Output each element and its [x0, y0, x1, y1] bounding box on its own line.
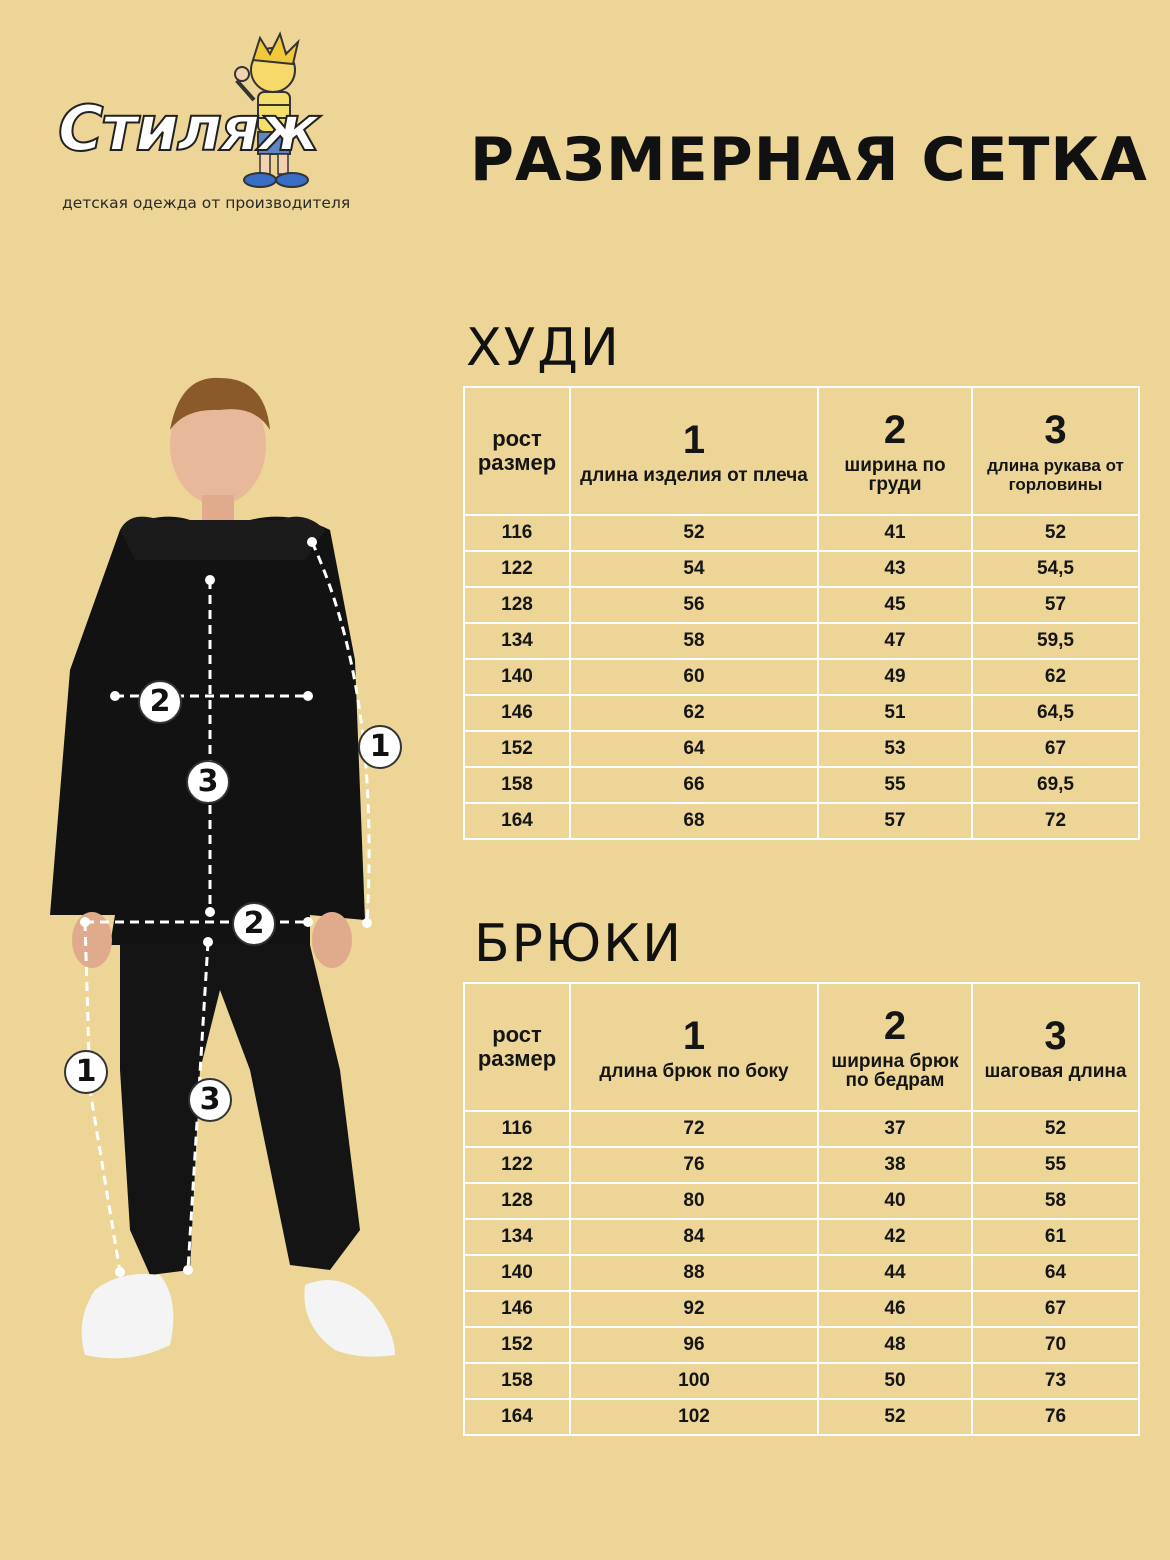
measure-cell: 80 [570, 1183, 818, 1219]
marker-1-side-length: 1 [64, 1050, 108, 1094]
table-row [464, 803, 1139, 839]
marker-2-hips: 2 [232, 902, 276, 946]
measure-cell: 66 [570, 767, 818, 803]
size-cell: 134 [464, 1219, 570, 1255]
measure-cell: 67 [972, 731, 1139, 767]
size-cell: 158 [464, 767, 570, 803]
brand-tagline: детская одежда от производителя [62, 194, 351, 212]
measure-cell: 64 [972, 1255, 1139, 1291]
measure-cell: 58 [570, 623, 818, 659]
measure-cell: 46 [818, 1291, 972, 1327]
measure-cell: 49 [818, 659, 972, 695]
size-cell: 122 [464, 1147, 570, 1183]
header-size: рост размер [464, 983, 570, 1111]
measure-cell: 57 [972, 587, 1139, 623]
measure-cell: 47 [818, 623, 972, 659]
table-row [464, 515, 1139, 551]
table-row [464, 1291, 1139, 1327]
measure-cell: 51 [818, 695, 972, 731]
marker-3-inseam: 3 [188, 1078, 232, 1122]
header-col-2: 2 ширина брюк по бедрам [818, 983, 972, 1111]
measure-cell: 76 [570, 1147, 818, 1183]
measure-cell: 40 [818, 1183, 972, 1219]
measure-cell: 92 [570, 1291, 818, 1327]
size-cell: 164 [464, 1399, 570, 1435]
size-cell: 146 [464, 695, 570, 731]
measure-cell: 69,5 [972, 767, 1139, 803]
measure-cell: 62 [570, 695, 818, 731]
measure-cell: 73 [972, 1363, 1139, 1399]
measure-cell: 60 [570, 659, 818, 695]
table-header-row [464, 387, 1139, 515]
size-cell: 140 [464, 1255, 570, 1291]
measure-cell: 54 [570, 551, 818, 587]
table-row [464, 1327, 1139, 1363]
size-cell: 146 [464, 1291, 570, 1327]
measure-cell: 38 [818, 1147, 972, 1183]
measure-cell: 96 [570, 1327, 818, 1363]
table-row [464, 1219, 1139, 1255]
measure-cell: 76 [972, 1399, 1139, 1435]
table-row [464, 551, 1139, 587]
table-row [464, 695, 1139, 731]
header-col-3: 3 шаговая длина [972, 983, 1139, 1111]
measure-cell: 68 [570, 803, 818, 839]
page-title: РАЗМЕРНАЯ СЕТКА [470, 125, 1148, 195]
marker-3-length: 3 [186, 760, 230, 804]
child-silhouette-icon [40, 370, 420, 1380]
measure-cell: 53 [818, 731, 972, 767]
hoodie-section-title: ХУДИ [466, 318, 621, 378]
header-col-1: 1 длина изделия от плеча [570, 387, 818, 515]
size-cell: 116 [464, 515, 570, 551]
measure-cell: 52 [972, 1111, 1139, 1147]
header-col-1: 1 длина брюк по боку [570, 983, 818, 1111]
measure-cell: 102 [570, 1399, 818, 1435]
header-size: рост размер [464, 387, 570, 515]
marker-1-sleeve: 1 [358, 725, 402, 769]
header-col-2: 2 ширина по груди [818, 387, 972, 515]
table-row [464, 659, 1139, 695]
table-row [464, 1399, 1139, 1435]
table-row [464, 1147, 1139, 1183]
measure-cell: 43 [818, 551, 972, 587]
size-cell: 152 [464, 1327, 570, 1363]
size-cell: 128 [464, 587, 570, 623]
measure-cell: 64,5 [972, 695, 1139, 731]
child-figure [40, 370, 420, 1380]
size-cell: 152 [464, 731, 570, 767]
measure-cell: 57 [818, 803, 972, 839]
measure-cell: 52 [972, 515, 1139, 551]
table-header-row [464, 983, 1139, 1111]
size-cell: 164 [464, 803, 570, 839]
measure-cell: 58 [972, 1183, 1139, 1219]
size-cell: 158 [464, 1363, 570, 1399]
measure-cell: 88 [570, 1255, 818, 1291]
measure-cell: 59,5 [972, 623, 1139, 659]
measure-cell: 50 [818, 1363, 972, 1399]
measure-cell: 52 [818, 1399, 972, 1435]
measure-cell: 52 [570, 515, 818, 551]
table-row [464, 1183, 1139, 1219]
table-row [464, 1255, 1139, 1291]
pants-size-table [463, 982, 1140, 1436]
table-row [464, 767, 1139, 803]
measure-cell: 55 [818, 767, 972, 803]
brand-logo [48, 30, 388, 220]
size-cell: 134 [464, 623, 570, 659]
measure-cell: 64 [570, 731, 818, 767]
measure-cell: 56 [570, 587, 818, 623]
hoodie-size-table [463, 386, 1140, 840]
measure-cell: 100 [570, 1363, 818, 1399]
measure-cell: 42 [818, 1219, 972, 1255]
pants-section-title: БРЮКИ [474, 914, 683, 974]
measure-cell: 44 [818, 1255, 972, 1291]
brand-name: Стиляж [58, 92, 318, 165]
size-cell: 128 [464, 1183, 570, 1219]
size-cell: 140 [464, 659, 570, 695]
measure-cell: 67 [972, 1291, 1139, 1327]
size-cell: 116 [464, 1111, 570, 1147]
measure-cell: 48 [818, 1327, 972, 1363]
table-row [464, 587, 1139, 623]
header-col-3: 3 длина рукава от горловины [972, 387, 1139, 515]
measure-cell: 37 [818, 1111, 972, 1147]
size-cell: 122 [464, 551, 570, 587]
measure-cell: 41 [818, 515, 972, 551]
measure-cell: 62 [972, 659, 1139, 695]
table-row [464, 1111, 1139, 1147]
measure-cell: 72 [972, 803, 1139, 839]
measure-cell: 70 [972, 1327, 1139, 1363]
table-row [464, 623, 1139, 659]
measure-cell: 54,5 [972, 551, 1139, 587]
measure-cell: 61 [972, 1219, 1139, 1255]
table-row [464, 731, 1139, 767]
measure-cell: 84 [570, 1219, 818, 1255]
measure-cell: 72 [570, 1111, 818, 1147]
marker-2-chest: 2 [138, 680, 182, 724]
table-row [464, 1363, 1139, 1399]
measure-cell: 45 [818, 587, 972, 623]
measure-cell: 55 [972, 1147, 1139, 1183]
